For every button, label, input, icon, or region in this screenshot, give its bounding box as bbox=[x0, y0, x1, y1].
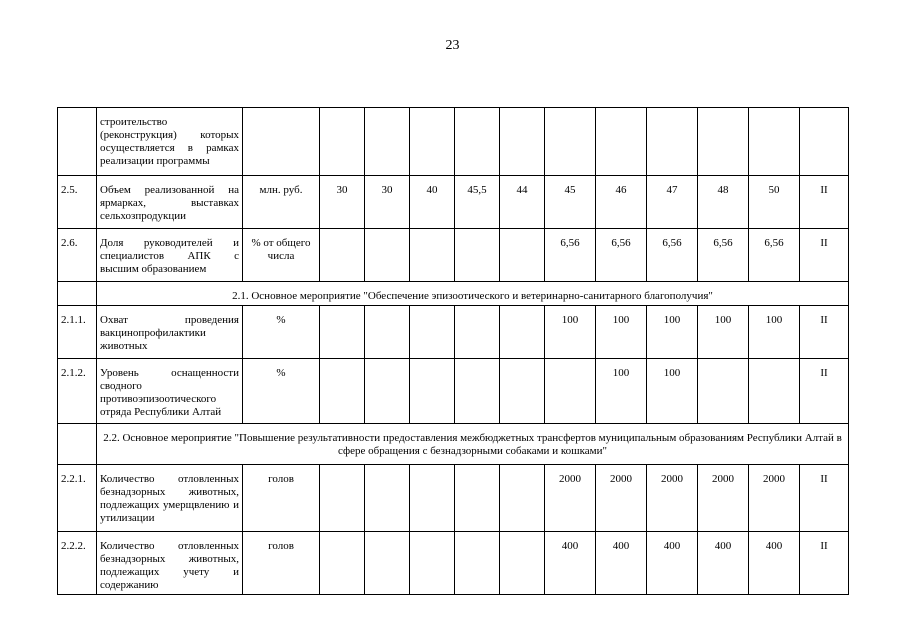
table-row bbox=[58, 306, 849, 359]
value-cell bbox=[500, 108, 545, 176]
value-cell bbox=[320, 465, 365, 532]
indicator-name: Объем реализованной на ярмарках, выставках сельхозпродукции bbox=[97, 176, 243, 229]
value-cell: 6,56 bbox=[698, 229, 749, 282]
value-cell bbox=[320, 359, 365, 424]
value-cell: 2000 bbox=[698, 465, 749, 532]
value-cell bbox=[698, 359, 749, 424]
row-number: 2.2.1. bbox=[58, 465, 97, 532]
value-cell: 45,5 bbox=[455, 176, 500, 229]
value-cell: 100 bbox=[647, 306, 698, 359]
value-cell bbox=[320, 306, 365, 359]
value-cell bbox=[500, 229, 545, 282]
unit-cell: % от общего числа bbox=[243, 229, 320, 282]
table-row bbox=[58, 108, 849, 176]
value-cell bbox=[410, 465, 455, 532]
unit-cell: % bbox=[243, 306, 320, 359]
value-cell bbox=[800, 108, 849, 176]
value-cell: 100 bbox=[647, 359, 698, 424]
section-title: 2.1. Основное мероприятие "Обеспечение эпизоотического и ветеринарно-санитарного благополучия" bbox=[97, 282, 849, 306]
value-cell: 6,56 bbox=[749, 229, 800, 282]
value-cell: 400 bbox=[545, 532, 596, 595]
unit-cell: голов bbox=[243, 532, 320, 595]
value-cell bbox=[365, 306, 410, 359]
value-cell: 40 bbox=[410, 176, 455, 229]
value-cell bbox=[500, 359, 545, 424]
value-cell bbox=[365, 465, 410, 532]
value-cell: II bbox=[800, 359, 849, 424]
unit-cell bbox=[243, 108, 320, 176]
value-cell: II bbox=[800, 176, 849, 229]
value-cell: 44 bbox=[500, 176, 545, 229]
page-number: 23 bbox=[445, 38, 460, 53]
indicator-name: Уровень оснащенности сводного противоэпизоотического отряда Республики Алтай bbox=[97, 359, 243, 424]
value-cell bbox=[545, 359, 596, 424]
value-cell bbox=[365, 359, 410, 424]
row-number: 2.1.2. bbox=[58, 359, 97, 424]
value-cell bbox=[545, 108, 596, 176]
table-row bbox=[58, 229, 849, 282]
table-row bbox=[58, 359, 849, 424]
value-cell: 400 bbox=[749, 532, 800, 595]
row-number: 2.1.1. bbox=[58, 306, 97, 359]
value-cell bbox=[410, 108, 455, 176]
value-cell bbox=[410, 306, 455, 359]
table-row bbox=[58, 176, 849, 229]
row-number: 2.6. bbox=[58, 229, 97, 282]
value-cell: 46 bbox=[596, 176, 647, 229]
value-cell: 100 bbox=[596, 306, 647, 359]
indicator-name: Количество отловленных безнадзорных животных, подлежащих учету и содержанию bbox=[97, 532, 243, 595]
table-row bbox=[58, 532, 849, 595]
value-cell: 6,56 bbox=[545, 229, 596, 282]
value-cell: II bbox=[800, 306, 849, 359]
value-cell: 6,56 bbox=[647, 229, 698, 282]
indicator-name: Доля руководителей и специалистов АПК с высшим образованием bbox=[97, 229, 243, 282]
value-cell: 30 bbox=[365, 176, 410, 229]
value-cell bbox=[320, 108, 365, 176]
value-cell: 2000 bbox=[545, 465, 596, 532]
unit-cell: % bbox=[243, 359, 320, 424]
value-cell bbox=[596, 108, 647, 176]
value-cell bbox=[500, 465, 545, 532]
empty-cell bbox=[58, 424, 97, 465]
value-cell: 2000 bbox=[647, 465, 698, 532]
value-cell: 400 bbox=[647, 532, 698, 595]
value-cell: 100 bbox=[596, 359, 647, 424]
row-number: 2.2.2. bbox=[58, 532, 97, 595]
value-cell: 48 bbox=[698, 176, 749, 229]
unit-cell: голов bbox=[243, 465, 320, 532]
value-cell bbox=[320, 532, 365, 595]
value-cell bbox=[410, 229, 455, 282]
row-number bbox=[58, 108, 97, 176]
value-cell: 100 bbox=[698, 306, 749, 359]
value-cell: II bbox=[800, 465, 849, 532]
value-cell bbox=[455, 108, 500, 176]
value-cell bbox=[320, 229, 365, 282]
indicator-name: строительство (реконструкция) которых осуществляется в рамках реализации программы bbox=[97, 108, 243, 176]
row-number: 2.5. bbox=[58, 176, 97, 229]
value-cell: 6,56 bbox=[596, 229, 647, 282]
value-cell bbox=[455, 465, 500, 532]
value-cell: 2000 bbox=[596, 465, 647, 532]
value-cell: 2000 bbox=[749, 465, 800, 532]
indicator-name: Количество отловленных безнадзорных животных, подлежащих умерщвлению и утилизации bbox=[97, 465, 243, 532]
value-cell bbox=[455, 532, 500, 595]
empty-cell bbox=[58, 282, 97, 306]
value-cell bbox=[647, 108, 698, 176]
value-cell bbox=[410, 532, 455, 595]
value-cell bbox=[749, 108, 800, 176]
value-cell: 30 bbox=[320, 176, 365, 229]
value-cell bbox=[410, 359, 455, 424]
table-row bbox=[58, 465, 849, 532]
value-cell bbox=[365, 229, 410, 282]
value-cell: 100 bbox=[545, 306, 596, 359]
value-cell: 100 bbox=[749, 306, 800, 359]
value-cell bbox=[455, 229, 500, 282]
value-cell bbox=[455, 306, 500, 359]
unit-cell: млн. руб. bbox=[243, 176, 320, 229]
section-row bbox=[58, 424, 849, 465]
value-cell: 50 bbox=[749, 176, 800, 229]
value-cell bbox=[365, 108, 410, 176]
value-cell bbox=[500, 532, 545, 595]
value-cell: II bbox=[800, 229, 849, 282]
value-cell: 400 bbox=[596, 532, 647, 595]
value-cell: II bbox=[800, 532, 849, 595]
value-cell bbox=[365, 532, 410, 595]
value-cell bbox=[698, 108, 749, 176]
section-row bbox=[58, 282, 849, 306]
value-cell bbox=[500, 306, 545, 359]
section-title: 2.2. Основное мероприятие "Повышение результативности предоставления межбюджетных трансфертов муниципальным образованиям Республики Алтай в сфере обращения с безнадзорными собаками и кошками" bbox=[97, 424, 849, 465]
value-cell bbox=[455, 359, 500, 424]
indicators-table bbox=[57, 107, 849, 595]
value-cell: 400 bbox=[698, 532, 749, 595]
value-cell: 47 bbox=[647, 176, 698, 229]
value-cell bbox=[749, 359, 800, 424]
value-cell: 45 bbox=[545, 176, 596, 229]
indicator-name: Охват проведения вакцинопрофилактики животных bbox=[97, 306, 243, 359]
